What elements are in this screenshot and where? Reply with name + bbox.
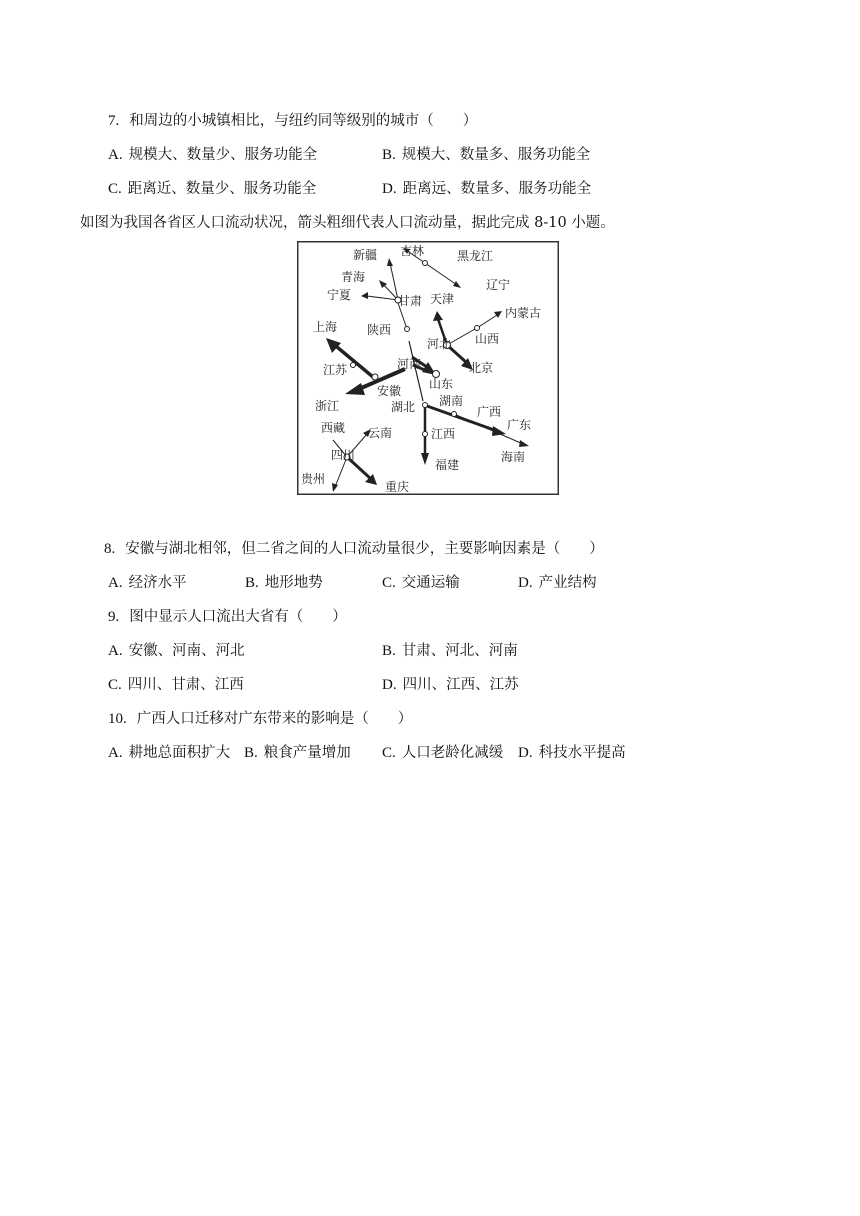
option-text: 规模大、数量多、服务功能全 bbox=[401, 147, 591, 163]
label-fujian: 福建 bbox=[435, 458, 460, 472]
q10-option-c[interactable] bbox=[382, 744, 503, 762]
option-letter: B. bbox=[382, 643, 396, 659]
option-text: 距离远、数量多、服务功能全 bbox=[402, 181, 592, 197]
q9-option-b[interactable] bbox=[382, 642, 518, 660]
label-hubei: 湖北 bbox=[391, 400, 416, 414]
option-letter: A. bbox=[108, 643, 123, 659]
passage-intro: 如图为我国各省区人口流动状况，箭头粗细代表人口流动量，据此完成 8-10 小题。 bbox=[80, 215, 615, 231]
label-jiangsu: 江苏 bbox=[323, 363, 348, 377]
option-text: 甘肃、河北、河南 bbox=[401, 643, 518, 659]
question-8-stem bbox=[104, 540, 604, 558]
label-ningxia: 宁夏 bbox=[327, 288, 352, 302]
q8-option-c[interactable] bbox=[382, 574, 460, 592]
label-xinjiang: 新疆 bbox=[353, 248, 378, 262]
q10-option-a[interactable] bbox=[108, 744, 230, 762]
label-henan: 河南 bbox=[397, 357, 422, 371]
option-text: 粮食产量增加 bbox=[263, 745, 351, 761]
question-text: 广西人口迁移对广东带来的影响是（ ） bbox=[136, 711, 413, 727]
question-text: 安徽与湖北相邻，但二省之间的人口流动量很少，主要影响因素是（ ） bbox=[125, 541, 604, 557]
label-hunan: 湖南 bbox=[439, 394, 464, 408]
label-shanghai: 上海 bbox=[313, 320, 338, 334]
label-jiangxi: 江西 bbox=[431, 427, 456, 441]
option-letter: C. bbox=[382, 575, 396, 591]
option-text: 耕地总面积扩大 bbox=[128, 745, 231, 761]
q7-option-c[interactable] bbox=[108, 180, 316, 198]
option-text: 地形地势 bbox=[264, 575, 323, 591]
option-text: 产业结构 bbox=[538, 575, 597, 591]
label-yunnan: 云南 bbox=[368, 426, 393, 440]
label-hebei: 河北 bbox=[427, 337, 452, 351]
q8-option-a[interactable] bbox=[108, 574, 187, 592]
option-text: 科技水平提高 bbox=[538, 745, 626, 761]
question-number: 9. bbox=[108, 609, 120, 625]
option-letter: B. bbox=[244, 745, 258, 761]
label-tianjin: 天津 bbox=[430, 292, 455, 306]
q7-option-b[interactable] bbox=[382, 146, 590, 164]
question-text: 和周边的小城镇相比，与纽约同等级别的城市（ ） bbox=[129, 113, 478, 129]
q9-option-c[interactable] bbox=[108, 676, 244, 694]
population-flow-map bbox=[297, 241, 559, 495]
q7-option-a[interactable] bbox=[108, 146, 317, 164]
q8-option-d[interactable] bbox=[518, 574, 597, 592]
q8-option-b[interactable] bbox=[245, 574, 323, 592]
label-chongqing: 重庆 bbox=[385, 480, 410, 494]
label-shandong: 山东 bbox=[429, 377, 454, 391]
question-7-stem bbox=[108, 112, 477, 130]
option-letter: D. bbox=[382, 181, 397, 197]
option-letter: B. bbox=[245, 575, 259, 591]
question-9-stem bbox=[108, 608, 347, 626]
option-text: 安徽、河南、河北 bbox=[128, 643, 245, 659]
option-letter: A. bbox=[108, 575, 123, 591]
question-number: 7. bbox=[108, 113, 120, 129]
label-qinghai: 青海 bbox=[341, 270, 366, 284]
option-letter: A. bbox=[108, 745, 123, 761]
label-sichuan: 四川 bbox=[331, 448, 356, 462]
option-text: 四川、甘肃、江西 bbox=[127, 677, 244, 693]
label-guizhou: 贵州 bbox=[301, 472, 326, 486]
option-letter: C. bbox=[108, 677, 122, 693]
option-text: 距离近、数量少、服务功能全 bbox=[127, 181, 317, 197]
option-letter: D. bbox=[518, 745, 533, 761]
q10-option-d[interactable] bbox=[518, 744, 626, 762]
option-text: 规模大、数量少、服务功能全 bbox=[128, 147, 318, 163]
q9-option-a[interactable] bbox=[108, 642, 245, 660]
option-text: 人口老龄化减缓 bbox=[401, 745, 504, 761]
option-letter: A. bbox=[108, 147, 123, 163]
option-text: 交通运输 bbox=[401, 575, 460, 591]
label-zhejiang: 浙江 bbox=[315, 399, 340, 413]
label-liaoning: 辽宁 bbox=[486, 278, 511, 292]
option-letter: D. bbox=[518, 575, 533, 591]
label-heilongjiang: 黑龙江 bbox=[457, 249, 494, 263]
question-number: 10. bbox=[108, 711, 127, 727]
q7-option-d[interactable] bbox=[382, 180, 591, 198]
label-guangdong: 广东 bbox=[507, 418, 532, 432]
label-hainan: 海南 bbox=[501, 450, 526, 464]
label-gansu: 甘肃 bbox=[398, 294, 423, 308]
question-text: 图中显示人口流出大省有（ ） bbox=[129, 609, 347, 625]
label-anhui: 安徽 bbox=[377, 384, 402, 398]
label-xizang: 西藏 bbox=[321, 421, 346, 435]
question-10-stem bbox=[108, 710, 412, 728]
option-letter: D. bbox=[382, 677, 397, 693]
option-letter: B. bbox=[382, 147, 396, 163]
label-shaanxi: 陕西 bbox=[367, 323, 392, 337]
question-number: 8. bbox=[104, 541, 116, 557]
q9-option-d[interactable] bbox=[382, 676, 519, 694]
option-letter: C. bbox=[108, 181, 122, 197]
label-beijing: 北京 bbox=[469, 361, 494, 375]
q10-option-b[interactable] bbox=[244, 744, 351, 762]
option-text: 经济水平 bbox=[128, 575, 187, 591]
option-letter: C. bbox=[382, 745, 396, 761]
label-guangxi: 广西 bbox=[477, 405, 502, 419]
label-shanxi: 山西 bbox=[475, 332, 500, 346]
label-neimenggu: 内蒙古 bbox=[505, 306, 542, 320]
label-jilin: 吉林 bbox=[400, 244, 425, 258]
option-text: 四川、江西、江苏 bbox=[402, 677, 519, 693]
